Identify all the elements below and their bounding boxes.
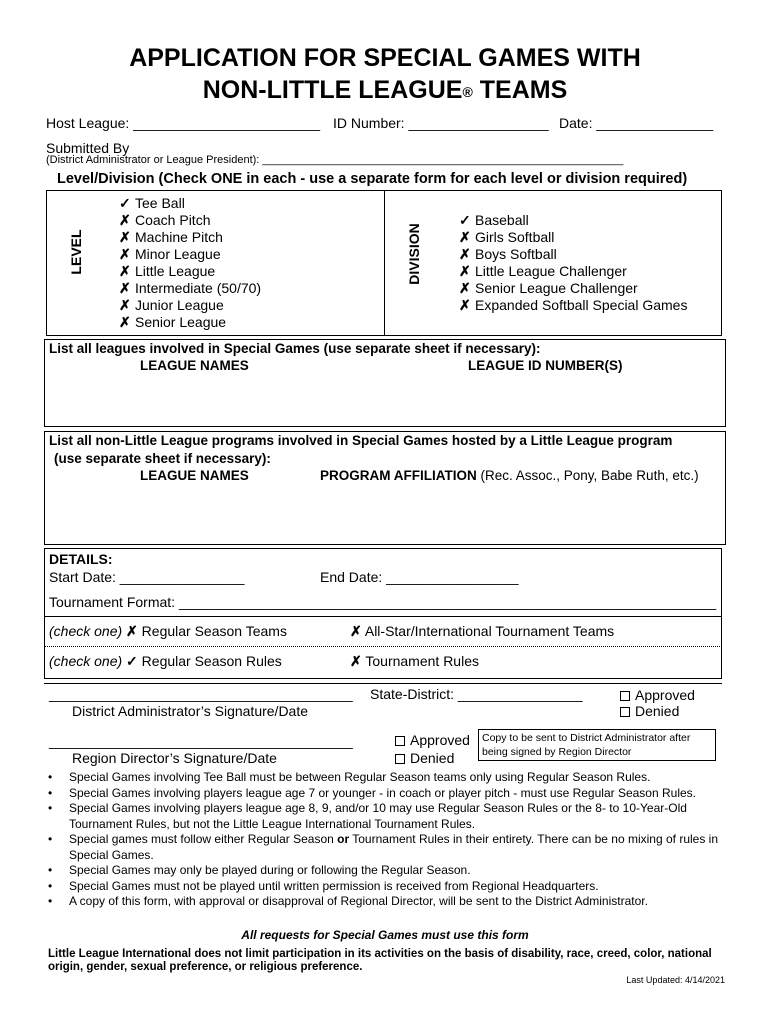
host-league-field[interactable]: Host League: ________________________ (46, 115, 321, 131)
rule-bullet: • Special Games involving players league age 8, 9, and/or 10 may use Regular Season Rules or the 8- to 10-Year-Old Tournament Rules, but not the Little League International Tournament Rules. (44, 801, 722, 832)
division-option-label: Baseball (475, 212, 529, 228)
last-updated: Last Updated: 4/14/2021 (626, 975, 725, 985)
division-option-label: Senior League Challenger (475, 280, 638, 296)
start-date-field[interactable]: Start Date: ________________ (49, 569, 245, 585)
league-names-header: LEAGUE NAMES (140, 358, 249, 373)
program-affiliation-header (320, 468, 699, 484)
division-list (459, 212, 687, 314)
level-option[interactable] (119, 263, 261, 280)
check-mark-icon: ✓ (459, 212, 471, 228)
level-option[interactable] (119, 297, 261, 314)
x-mark-icon: ✗ (119, 314, 131, 330)
non-ll-heading-line1: List all non-Little League programs involved in Special Games hosted by a Little League program (49, 433, 673, 448)
x-mark-icon: ✗ (119, 246, 131, 262)
teams-choice-row (49, 623, 287, 639)
x-mark-icon: ✗ (119, 263, 131, 279)
tournament-rules-choice[interactable] (350, 653, 479, 669)
level-label: LEVEL (68, 229, 84, 275)
da-denied-option[interactable] (620, 703, 679, 719)
registered-mark: ® (462, 84, 473, 100)
allstar-teams-option: All-Star/International Tournament Teams (364, 623, 615, 639)
form-title-line2 (0, 74, 770, 106)
league-id-header: LEAGUE ID NUMBER(S) (468, 358, 623, 373)
title-text: NON-LITTLE LEAGUE (202, 76, 463, 104)
division-option[interactable] (459, 212, 687, 229)
check-mark-icon: ✓ (119, 195, 131, 211)
level-option[interactable] (119, 246, 261, 263)
level-list (119, 195, 261, 331)
tournament-format-field[interactable]: Tournament Format: _____________________________________________________________________ (49, 594, 717, 610)
x-mark-icon: ✗ (119, 229, 131, 245)
approved-label: Approved (635, 687, 695, 703)
tournament-rules-option: Tournament Rules (365, 653, 479, 669)
x-mark-icon: ✗ (459, 297, 471, 313)
submitted-by-label: Submitted By (46, 140, 130, 156)
level-option-label: Tee Ball (135, 195, 185, 211)
approved-label: Approved (410, 732, 470, 748)
denied-label: Denied (635, 703, 680, 719)
checkbox-icon[interactable] (620, 691, 630, 701)
rd-signature-line[interactable]: _______________________________________ (49, 733, 353, 749)
da-signature-label: District Administrator’s Signature/Date (72, 703, 309, 719)
level-option-label: Intermediate (50/70) (135, 280, 262, 296)
rule-bullet: • A copy of this form, with approval or disapproval of Regional Director, will be sent to the District Administrator. (44, 894, 722, 910)
x-mark-icon: ✗ (459, 263, 471, 279)
rule-bullet: • Special Games involving players league age 7 or younger - in coach or player pitch - must use Regular Season Rules. (44, 786, 722, 802)
x-mark-icon[interactable]: ✗ (126, 623, 138, 639)
x-mark-icon: ✗ (459, 280, 471, 296)
check-one-label: (check one) (49, 623, 123, 639)
level-option[interactable] (119, 280, 261, 297)
details-dotted-divider (44, 646, 722, 647)
level-division-heading: Level/Division (Check ONE in each - use a separate form for each level or division required) (57, 171, 688, 187)
check-one-label: (check one) (49, 653, 123, 669)
level-option-label: Little League (135, 263, 216, 279)
division-option-label: Boys Softball (475, 246, 557, 262)
check-mark-icon[interactable]: ✓ (126, 653, 138, 669)
rules-choice-row (49, 653, 282, 669)
rd-approved-option[interactable] (395, 732, 470, 748)
nondiscrimination-statement: Little League International does not limit participation in its activities on the basis of disability, race, creed, color, national origin, gender, sexual preference, or religious preference. (48, 948, 712, 973)
rule-bullet: • Special Games must not be played until written permission is received from Regional Headquarters. (44, 879, 722, 895)
rd-denied-option[interactable] (395, 750, 454, 766)
division-option-label: Girls Softball (475, 229, 555, 245)
rule-bullet (44, 832, 722, 863)
denied-label: Denied (410, 750, 455, 766)
level-division-divider (384, 190, 385, 336)
da-signature-line[interactable]: _______________________________________ (49, 686, 353, 702)
level-option-label: Machine Pitch (135, 229, 223, 245)
x-mark-icon: ✗ (459, 246, 471, 262)
division-option-label: Little League Challenger (475, 263, 627, 279)
end-date-field[interactable]: End Date: _________________ (320, 569, 519, 585)
details-divider (44, 616, 722, 617)
id-number-field[interactable]: ID Number: __________________ (333, 115, 549, 131)
leagues-involved-heading: List all leagues involved in Special Games (use separate sheet if necessary): (49, 341, 541, 356)
level-option[interactable] (119, 314, 261, 331)
division-option-label: Expanded Softball Special Games (475, 297, 688, 313)
details-heading: DETAILS: (49, 551, 113, 567)
program-affiliation-note: (Rec. Assoc., Pony, Babe Ruth, etc.) (476, 468, 699, 483)
rule-bullet-text: Special games must follow either Regular Season (69, 832, 338, 846)
all-requests-note: All requests for Special Games must use this form (241, 928, 529, 942)
division-option[interactable] (459, 280, 687, 297)
level-option-label: Senior League (135, 314, 227, 330)
division-option[interactable] (459, 297, 687, 314)
rule-bullet-emphasis: or (337, 832, 350, 846)
rule-bullet: • Special Games may only be played during or following the Regular Season. (44, 863, 722, 879)
program-affiliation-bold: PROGRAM AFFILIATION (320, 468, 477, 483)
x-mark-icon: ✗ (119, 212, 131, 228)
division-option[interactable] (459, 229, 687, 246)
rule-bullet-text: Tournament Rules in their entirety. There can be no mixing of rules in Special Games. (69, 832, 718, 862)
x-mark-icon: ✗ (459, 229, 471, 245)
x-mark-icon: ✗ (350, 653, 362, 669)
x-mark-icon: ✗ (119, 297, 131, 313)
division-option[interactable] (459, 263, 687, 280)
form-title-line1: APPLICATION FOR SPECIAL GAMES WITH (129, 44, 641, 72)
regular-season-teams-option[interactable]: Regular Season Teams (141, 623, 287, 639)
non-ll-league-names-header: LEAGUE NAMES (140, 468, 249, 483)
level-option-label: Minor League (135, 246, 221, 262)
rules-bullet-list (44, 770, 722, 910)
allstar-teams-choice[interactable] (350, 623, 614, 639)
division-label: DIVISION (406, 223, 422, 285)
submitted-by-field[interactable]: (District Administrator or League President): ___________________________________________________________ (46, 154, 624, 166)
checkbox-icon[interactable] (395, 736, 405, 746)
rd-signature-label: Region Director’s Signature/Date (72, 750, 277, 766)
checkbox-icon[interactable] (395, 754, 405, 764)
title-text-end: TEAMS (472, 76, 568, 104)
signatures-top-rule (44, 683, 722, 684)
level-option[interactable] (119, 195, 261, 212)
x-mark-icon: ✗ (119, 280, 131, 296)
regular-season-rules-option[interactable]: Regular Season Rules (141, 653, 282, 669)
level-option-label: Coach Pitch (135, 212, 211, 228)
da-approved-option[interactable] (620, 687, 695, 703)
copy-note-box: Copy to be sent to District Administrator after being signed by Region Director (478, 729, 716, 761)
checkbox-icon[interactable] (620, 707, 630, 717)
date-field[interactable]: Date: _______________ (559, 115, 714, 131)
level-option-label: Junior League (135, 297, 224, 313)
x-mark-icon: ✗ (350, 623, 362, 639)
non-ll-heading-line2: (use separate sheet if necessary): (54, 451, 271, 466)
division-option[interactable] (459, 246, 687, 263)
rule-bullet: • Special Games involving Tee Ball must be between Regular Season teams only using Regular Season Rules. (44, 770, 722, 786)
level-option[interactable] (119, 212, 261, 229)
level-option[interactable] (119, 229, 261, 246)
state-district-field[interactable]: State-District: ________________ (370, 686, 583, 702)
